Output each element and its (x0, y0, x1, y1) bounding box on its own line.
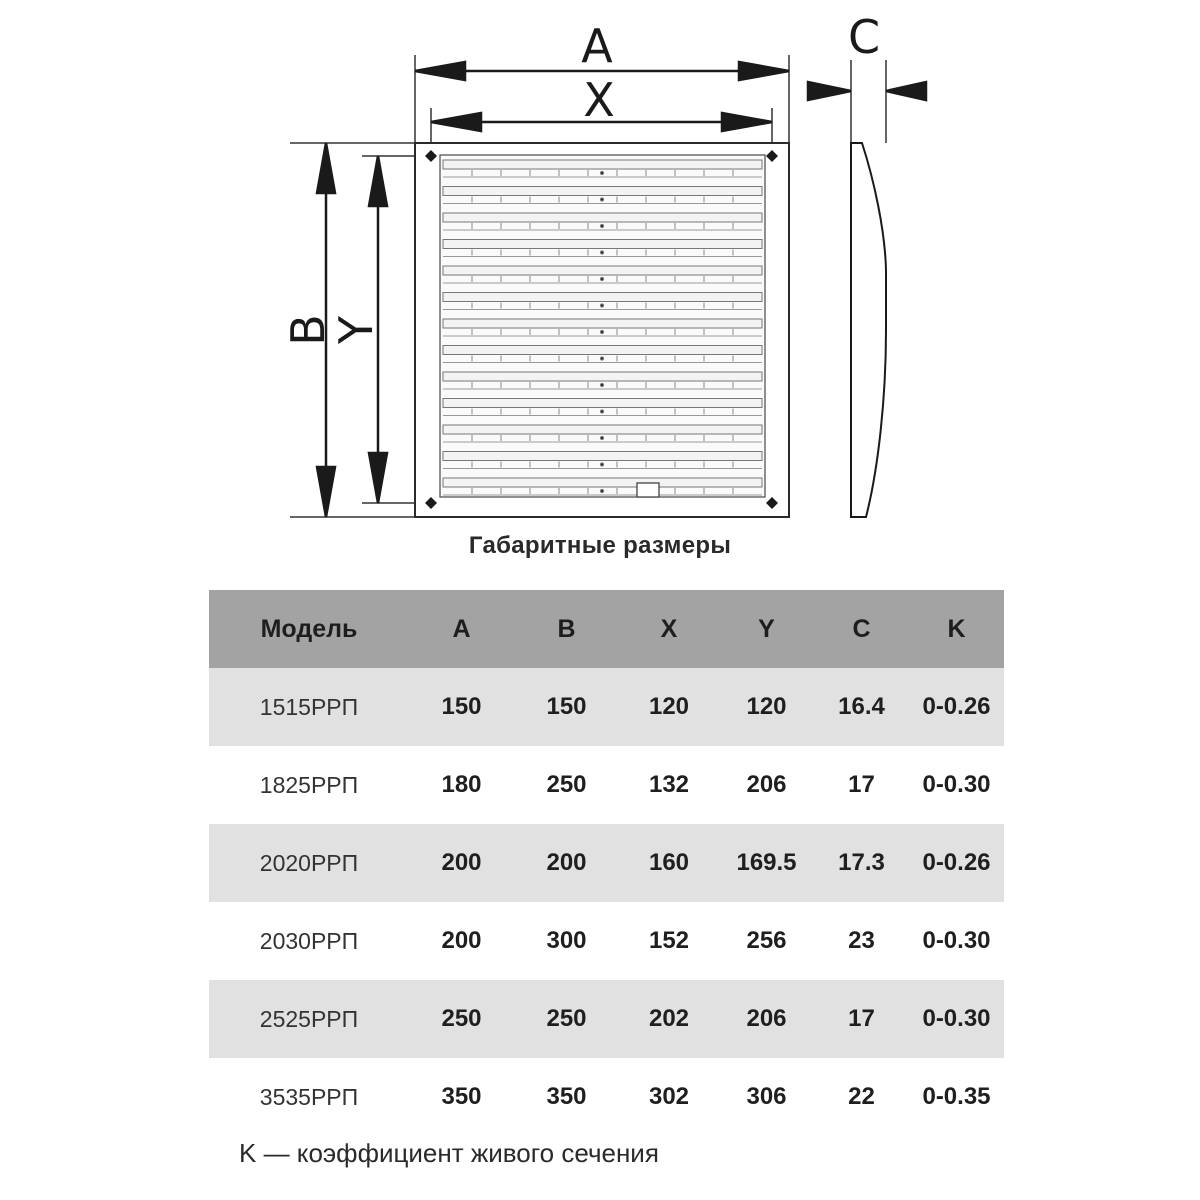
grille-slat (443, 319, 762, 328)
cell-k: 0-0.35 (922, 1083, 991, 1110)
grille-slat (443, 372, 762, 381)
cell-model: 2525РРП (209, 980, 409, 1058)
footnote: K — коэффициент живого сечения (239, 1138, 659, 1168)
cell-x: 152 (648, 927, 690, 954)
cell-a: 200 (409, 824, 514, 902)
cell-model: 1825РРП (259, 771, 359, 798)
cell-c: 17 (848, 771, 875, 798)
grille-center-pin (600, 436, 603, 439)
cell-y: 169.5 (719, 824, 814, 902)
cell-b: 250 (546, 771, 587, 798)
cell-x: 202 (619, 980, 719, 1058)
cell-b: 150 (514, 668, 619, 746)
grille-slat (443, 399, 762, 408)
table-row (209, 824, 1004, 902)
cell-a: 350 (441, 1083, 482, 1110)
cell-y: 206 (719, 980, 814, 1058)
cell-model: 1515РРП (209, 668, 409, 746)
vent-grille-front-icon (415, 143, 789, 517)
label-b: B (281, 314, 335, 346)
grille-center-pin (600, 330, 603, 333)
grille-slat (443, 187, 762, 196)
grille-slat (443, 293, 762, 302)
cell-b: 200 (514, 824, 619, 902)
cell-k: 0-0.30 (909, 980, 1004, 1058)
label-a: A (581, 19, 613, 73)
cell-c: 17 (814, 980, 909, 1058)
cell-y: 120 (719, 668, 814, 746)
grille-center-pin (600, 463, 603, 466)
grille-center-pin (600, 251, 603, 254)
header-k: K (909, 590, 1004, 668)
header-b: B (514, 590, 619, 668)
cell-b: 300 (546, 927, 587, 954)
grille-slat (443, 266, 762, 275)
cell-a: 180 (441, 771, 482, 798)
dimension-drawing (0, 0, 1200, 530)
cell-model: 3535РРП (259, 1083, 359, 1110)
grille-center-pin (600, 198, 603, 201)
cell-x: 132 (648, 771, 690, 798)
label-x: X (583, 73, 615, 127)
grille-slat (443, 240, 762, 249)
cell-k: 0-0.26 (909, 668, 1004, 746)
header-model: Модель (209, 590, 409, 668)
cell-b: 250 (514, 980, 619, 1058)
cell-y: 306 (746, 1083, 787, 1110)
cell-k: 0-0.26 (909, 824, 1004, 902)
cell-x: 302 (648, 1083, 690, 1110)
grille-center-pin (600, 224, 603, 227)
cell-a: 250 (409, 980, 514, 1058)
grille-center-pin (600, 489, 603, 492)
cell-c: 17.3 (814, 824, 909, 902)
cell-x: 160 (619, 824, 719, 902)
grille-slat (443, 478, 762, 487)
grille-slat (443, 160, 762, 169)
cell-y: 256 (746, 927, 787, 954)
table-row (209, 746, 1004, 824)
cell-model: 2020РРП (209, 824, 409, 902)
header-a: A (409, 590, 514, 668)
grille-center-pin (600, 383, 603, 386)
label-c: C (847, 10, 881, 64)
grille-slat (443, 213, 762, 222)
table-row (209, 902, 1004, 980)
dimensions-table (209, 590, 1004, 1136)
table-row (209, 980, 1004, 1058)
grille-center-pin (600, 304, 603, 307)
grille-slat (443, 346, 762, 355)
cell-x: 120 (619, 668, 719, 746)
grille-center-pin (600, 357, 603, 360)
cell-c: 16.4 (814, 668, 909, 746)
table-row (209, 1058, 1004, 1136)
drawing-caption: Габаритные размеры (468, 532, 732, 559)
grille-slat (443, 425, 762, 434)
cell-k: 0-0.30 (922, 771, 991, 798)
grille-center-pin (600, 410, 603, 413)
header-x: X (619, 590, 719, 668)
cell-a: 200 (441, 927, 482, 954)
label-y: Y (329, 315, 383, 345)
cell-k: 0-0.30 (922, 927, 991, 954)
header-y: Y (719, 590, 814, 668)
cell-y: 206 (746, 771, 787, 798)
cell-a: 150 (409, 668, 514, 746)
grille-center-pin (600, 171, 603, 174)
cell-c: 23 (848, 927, 875, 954)
cell-c: 22 (848, 1083, 875, 1110)
grille-center-pin (600, 277, 603, 280)
grille-slat (443, 452, 762, 461)
table-row (209, 668, 1004, 746)
vent-grille-side-profile-icon (851, 143, 886, 517)
header-c: C (814, 590, 909, 668)
cell-model: 2030РРП (259, 927, 359, 954)
cell-b: 350 (546, 1083, 587, 1110)
table-header-row (209, 590, 1004, 668)
